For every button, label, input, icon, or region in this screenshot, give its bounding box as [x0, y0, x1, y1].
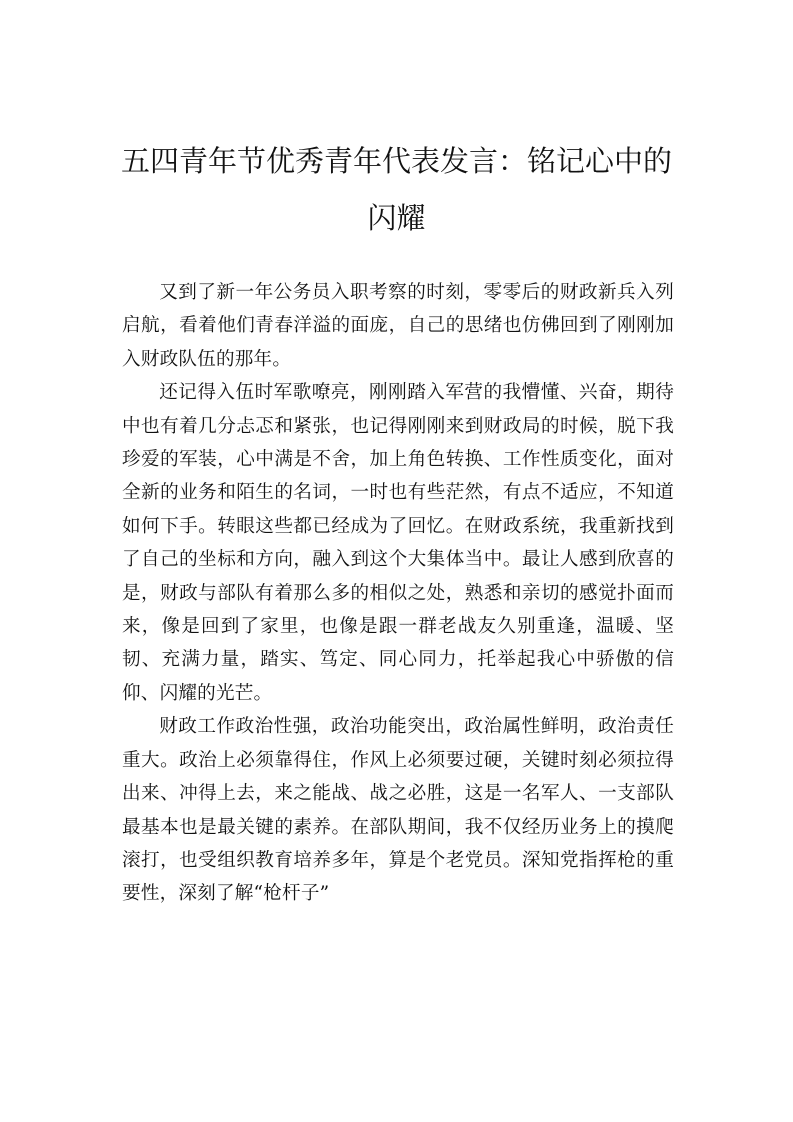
- paragraph-3: 财政工作政治性强，政治功能突出，政治属性鲜明，政治责任重大。政治上必须靠得住，作风上必须要过硬，关键时刻必须拉得出来、冲得上去，来之能战、战之必胜，这是一名军人、一支部队最基本也是最关键的素养。在部队期间，我不仅经历业务上的摸爬滚打，也受组织教育培养多年，算是个老党员。深知党指挥枪的重要性，深刻了解“枪杆子”: [122, 716, 674, 905]
- paragraph-1: 又到了新一年公务员入职考察的时刻，零零后的财政新兵入列启航，看着他们青春洋溢的面庞，自己的思绪也仿佛回到了刚刚加入财政队伍的那年。: [122, 282, 674, 370]
- document-body: [122, 276, 674, 911]
- paragraph-2: 还记得入伍时军歌嘹亮，刚刚踏入军营的我懵懂、兴奋，期待中也有着几分忐忑和紧张，也记得刚刚来到财政局的时候，脱下我珍爱的军装，心中满是不舍，加上角色转换、工作性质变化，面对全新的业务和陌生的名词，一时也有些茫然，有点不适应，不知道如何下手。转眼这些都已经成为了回忆。在财政系统，我重新找到了自己的坐标和方向，融入到这个大集体当中。最让人感到欣喜的是，财政与部队有着那么多的相似之处，熟悉和亲切的感觉扑面而来，像是回到了家里，也像是跟一群老战友久别重逢，温暖、坚韧、充满力量，踏实、笃定、同心同力，托举起我心中骄傲的信仰、闪耀的光芒。: [122, 382, 674, 704]
- document-title: 五四青年节优秀青年代表发言：铭记心中的 闪耀: [120, 144, 672, 235]
